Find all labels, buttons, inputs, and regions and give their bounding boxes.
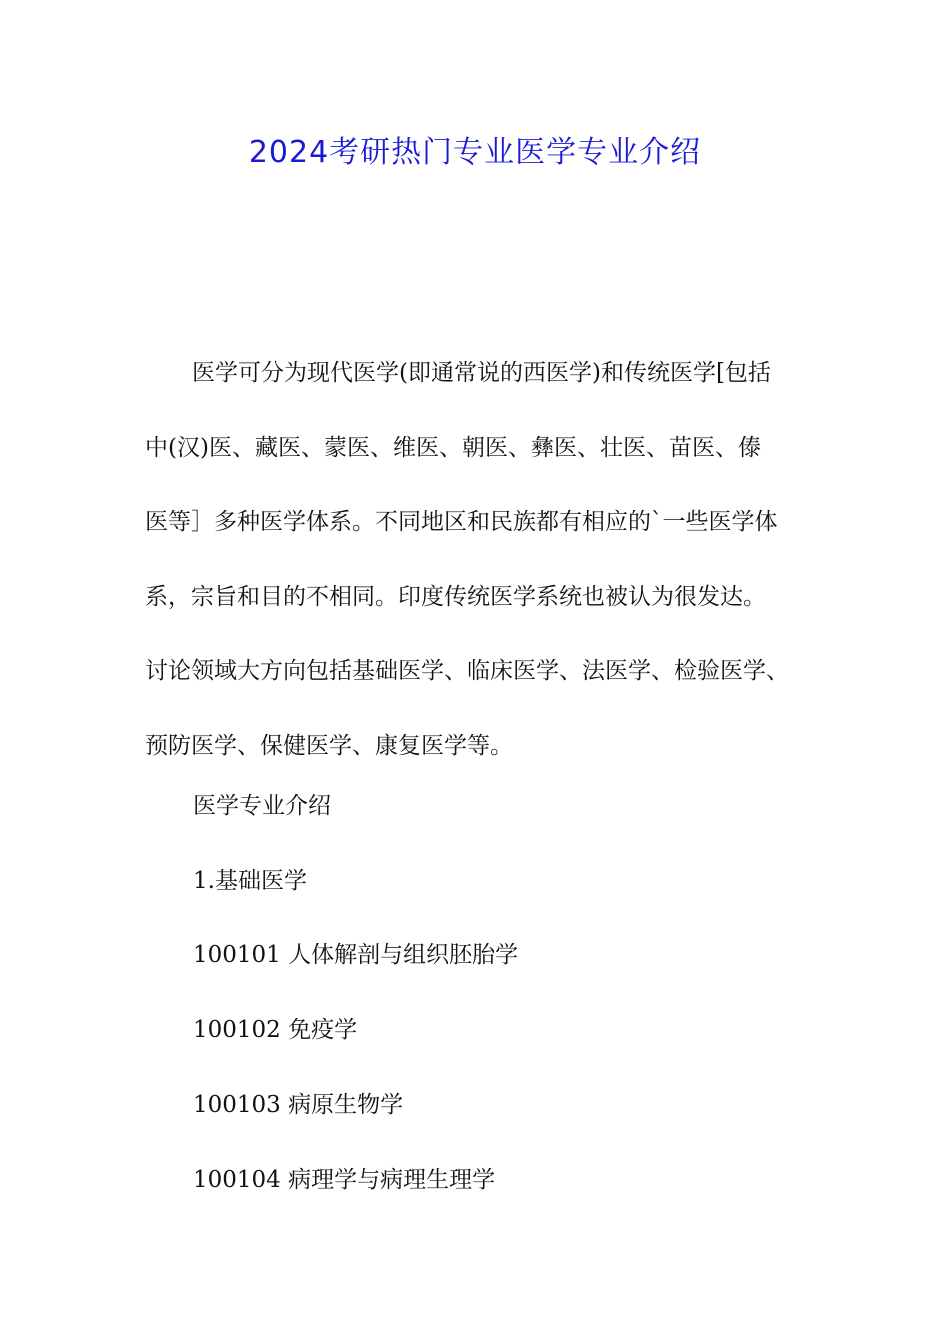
major-item: 100102 免疫学 [193,1017,358,1043]
paragraph-line: 中(汉)医、藏医、蒙医、维医、朝医、彝医、壮医、苗医、傣 [145,434,761,461]
document-title: 2024考研热门专业医学专业介绍 [248,135,702,170]
major-item: 100104 病理学与病理生理学 [193,1167,496,1193]
paragraph-line: 系，宗旨和目的不相同。印度传统医学系统也被认为很发达。 [145,583,766,610]
subsection-heading: 1.基础医学 [193,868,307,894]
paragraph-line: 医等］多种医学体系。不同地区和民族都有相应的`一些医学体 [145,509,778,535]
major-item: 100101 人体解剖与组织胚胎学 [193,942,519,968]
paragraph-line: 预防医学、保健医学、康复医学等。 [145,732,513,759]
major-item: 100103 病原生物学 [193,1092,404,1118]
paragraph-line: 医学可分为现代医学(即通常说的西医学)和传统医学[包括 [192,360,771,386]
section-heading: 医学专业介绍 [193,793,331,819]
intro-paragraph [145,336,820,783]
paragraph-line: 讨论领域大方向包括基础医学、临床医学、法医学、检验医学、 [145,658,789,684]
